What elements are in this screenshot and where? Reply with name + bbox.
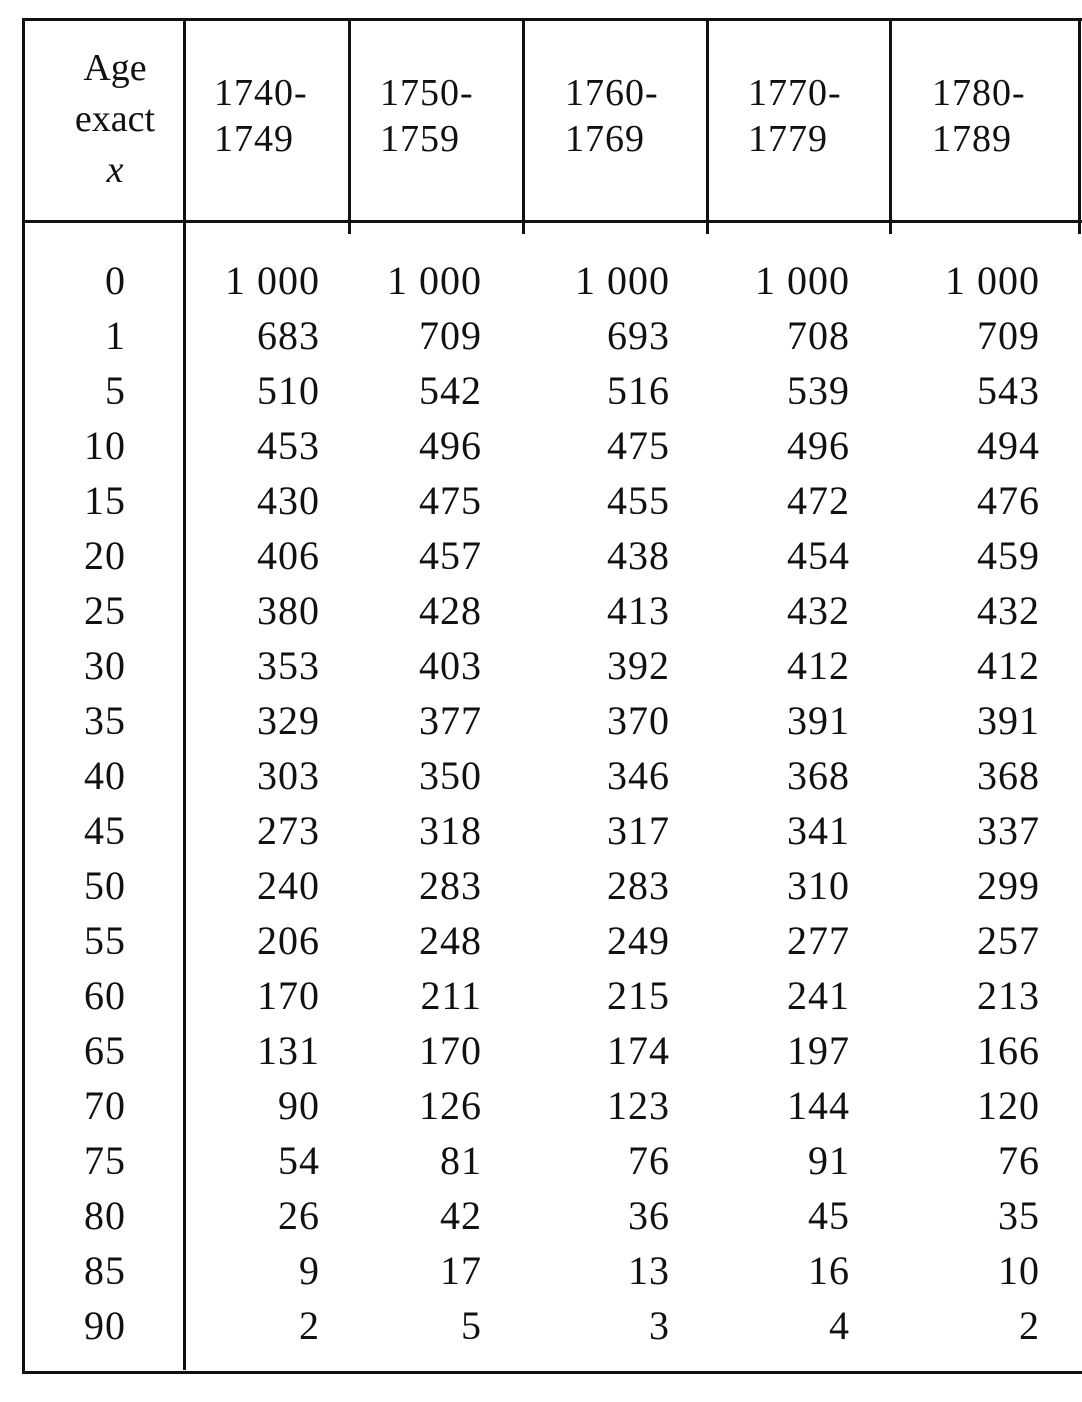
period-header-line2: 1779 bbox=[748, 118, 828, 160]
survivors-cell: 412 bbox=[977, 643, 1040, 688]
survivors-cell: 475 bbox=[419, 478, 482, 523]
survivors-cell: 213 bbox=[977, 973, 1040, 1018]
survivors-cell: 453 bbox=[257, 423, 320, 468]
survivors-cell: 166 bbox=[977, 1028, 1040, 1073]
survivors-cell: 1 000 bbox=[387, 258, 482, 303]
survivors-cell: 413 bbox=[607, 588, 670, 633]
survivors-cell: 475 bbox=[607, 423, 670, 468]
table-row bbox=[0, 363, 1082, 418]
survivors-cell: 1 000 bbox=[225, 258, 320, 303]
survivors-cell: 459 bbox=[977, 533, 1040, 578]
survivors-cell: 1 000 bbox=[755, 258, 850, 303]
survivors-cell: 35 bbox=[998, 1193, 1040, 1238]
table-row bbox=[0, 693, 1082, 748]
table-row bbox=[0, 968, 1082, 1023]
survivors-cell: 432 bbox=[977, 588, 1040, 633]
survivors-cell: 380 bbox=[257, 588, 320, 633]
table-row bbox=[0, 1243, 1082, 1298]
survivors-cell: 1 000 bbox=[575, 258, 670, 303]
age-cell: 40 bbox=[84, 753, 126, 798]
table-row bbox=[0, 308, 1082, 363]
survivors-cell: 391 bbox=[977, 698, 1040, 743]
survivors-cell: 9 bbox=[299, 1248, 320, 1293]
age-cell: 75 bbox=[84, 1138, 126, 1183]
survivors-cell: 42 bbox=[440, 1193, 482, 1238]
survivors-cell: 283 bbox=[419, 863, 482, 908]
survivors-cell: 496 bbox=[419, 423, 482, 468]
survivors-cell: 45 bbox=[808, 1193, 850, 1238]
age-cell: 5 bbox=[105, 368, 126, 413]
survivors-cell: 543 bbox=[977, 368, 1040, 413]
age-cell: 35 bbox=[84, 698, 126, 743]
period-header-1770 bbox=[748, 70, 842, 162]
survivors-cell: 206 bbox=[257, 918, 320, 963]
table-row bbox=[0, 473, 1082, 528]
survivors-cell: 430 bbox=[257, 478, 320, 523]
survivors-cell: 346 bbox=[607, 753, 670, 798]
survivors-cell: 36 bbox=[628, 1193, 670, 1238]
survivors-cell: 90 bbox=[278, 1083, 320, 1128]
survivors-cell: 337 bbox=[977, 808, 1040, 853]
table-row bbox=[0, 1188, 1082, 1243]
survivors-cell: 170 bbox=[419, 1028, 482, 1073]
age-cell: 90 bbox=[84, 1303, 126, 1348]
survivors-cell: 406 bbox=[257, 533, 320, 578]
age-cell: 65 bbox=[84, 1028, 126, 1073]
period-header-1750 bbox=[380, 70, 474, 162]
survivors-cell: 10 bbox=[998, 1248, 1040, 1293]
survivors-cell: 370 bbox=[607, 698, 670, 743]
column-rule bbox=[706, 18, 709, 234]
survivors-cell: 683 bbox=[257, 313, 320, 358]
survivors-cell: 17 bbox=[440, 1248, 482, 1293]
survivors-cell: 392 bbox=[607, 643, 670, 688]
column-rule bbox=[522, 18, 525, 234]
survivors-cell: 170 bbox=[257, 973, 320, 1018]
survivors-cell: 123 bbox=[607, 1083, 670, 1128]
period-header-line2: 1749 bbox=[214, 118, 294, 160]
survivors-cell: 516 bbox=[607, 368, 670, 413]
survivors-cell: 5 bbox=[461, 1303, 482, 1348]
period-header-line2: 1789 bbox=[932, 118, 1012, 160]
survivors-cell: 131 bbox=[257, 1028, 320, 1073]
survivors-cell: 391 bbox=[787, 698, 850, 743]
survivors-cell: 257 bbox=[977, 918, 1040, 963]
survivors-cell: 412 bbox=[787, 643, 850, 688]
survivors-cell: 403 bbox=[419, 643, 482, 688]
age-header-line3: x bbox=[106, 149, 124, 191]
age-cell: 10 bbox=[84, 423, 126, 468]
age-cell: 60 bbox=[84, 973, 126, 1018]
survivors-cell: 432 bbox=[787, 588, 850, 633]
survivors-cell: 368 bbox=[977, 753, 1040, 798]
survivors-cell: 174 bbox=[607, 1028, 670, 1073]
table-row bbox=[0, 913, 1082, 968]
survivors-cell: 76 bbox=[998, 1138, 1040, 1183]
period-header-1760 bbox=[565, 70, 659, 162]
survivors-cell: 2 bbox=[299, 1303, 320, 1348]
survivors-cell: 91 bbox=[808, 1138, 850, 1183]
age-cell: 55 bbox=[84, 918, 126, 963]
table-row bbox=[0, 583, 1082, 638]
survivors-cell: 454 bbox=[787, 533, 850, 578]
survivors-cell: 472 bbox=[787, 478, 850, 523]
table-row bbox=[0, 418, 1082, 473]
survivors-cell: 277 bbox=[787, 918, 850, 963]
survivors-cell: 318 bbox=[419, 808, 482, 853]
age-cell: 70 bbox=[84, 1083, 126, 1128]
table-row bbox=[0, 528, 1082, 583]
survivors-cell: 76 bbox=[628, 1138, 670, 1183]
survivors-cell: 455 bbox=[607, 478, 670, 523]
survivors-cell: 709 bbox=[977, 313, 1040, 358]
age-column-header bbox=[60, 40, 170, 198]
survivors-cell: 3 bbox=[649, 1303, 670, 1348]
age-cell: 25 bbox=[84, 588, 126, 633]
survivors-cell: 211 bbox=[420, 973, 482, 1018]
survivors-cell: 428 bbox=[419, 588, 482, 633]
survivors-cell: 341 bbox=[787, 808, 850, 853]
survivors-cell: 54 bbox=[278, 1138, 320, 1183]
survivors-cell: 539 bbox=[787, 368, 850, 413]
period-header-line1: 1750- bbox=[380, 72, 474, 114]
period-header-1740 bbox=[214, 70, 308, 162]
age-header-line2: exact bbox=[74, 98, 156, 140]
survivors-cell: 299 bbox=[977, 863, 1040, 908]
survivors-cell: 197 bbox=[787, 1028, 850, 1073]
survivors-cell: 126 bbox=[419, 1083, 482, 1128]
survivors-cell: 16 bbox=[808, 1248, 850, 1293]
age-cell: 45 bbox=[84, 808, 126, 853]
survivors-cell: 240 bbox=[257, 863, 320, 908]
survivors-cell: 215 bbox=[607, 973, 670, 1018]
survivors-cell: 241 bbox=[787, 973, 850, 1018]
table-row bbox=[0, 1298, 1082, 1353]
survivors-cell: 476 bbox=[977, 478, 1040, 523]
age-cell: 30 bbox=[84, 643, 126, 688]
table-row bbox=[0, 253, 1082, 308]
survivors-cell: 438 bbox=[607, 533, 670, 578]
survivors-cell: 350 bbox=[419, 753, 482, 798]
survivors-cell: 494 bbox=[977, 423, 1040, 468]
survivors-cell: 273 bbox=[257, 808, 320, 853]
survivors-cell: 317 bbox=[607, 808, 670, 853]
survivors-cell: 26 bbox=[278, 1193, 320, 1238]
period-header-line2: 1769 bbox=[565, 118, 645, 160]
age-cell: 0 bbox=[105, 258, 126, 303]
age-header-line1: Age bbox=[83, 47, 147, 89]
survivors-cell: 377 bbox=[419, 698, 482, 743]
header-divider bbox=[22, 220, 1082, 223]
survivors-cell: 4 bbox=[829, 1303, 850, 1348]
survivors-cell: 693 bbox=[607, 313, 670, 358]
survivors-cell: 708 bbox=[787, 313, 850, 358]
period-header-line1: 1770- bbox=[748, 72, 842, 114]
age-cell: 80 bbox=[84, 1193, 126, 1238]
column-rule bbox=[1078, 18, 1081, 234]
survivors-cell: 353 bbox=[257, 643, 320, 688]
column-rule bbox=[889, 18, 892, 234]
survivors-cell: 283 bbox=[607, 863, 670, 908]
period-header-line1: 1740- bbox=[214, 72, 308, 114]
table-row bbox=[0, 638, 1082, 693]
column-rule bbox=[348, 18, 351, 234]
survivors-cell: 249 bbox=[607, 918, 670, 963]
survivors-cell: 2 bbox=[1019, 1303, 1040, 1348]
survivors-cell: 1 000 bbox=[945, 258, 1040, 303]
table-row bbox=[0, 803, 1082, 858]
age-cell: 15 bbox=[84, 478, 126, 523]
survivors-cell: 709 bbox=[419, 313, 482, 358]
table-row bbox=[0, 1133, 1082, 1188]
age-cell: 85 bbox=[84, 1248, 126, 1293]
period-header-line1: 1760- bbox=[565, 72, 659, 114]
survivors-cell: 542 bbox=[419, 368, 482, 413]
survivors-cell: 13 bbox=[628, 1248, 670, 1293]
age-cell: 20 bbox=[84, 533, 126, 578]
survivors-cell: 496 bbox=[787, 423, 850, 468]
survivors-cell: 310 bbox=[787, 863, 850, 908]
table-row bbox=[0, 1078, 1082, 1133]
period-header-line2: 1759 bbox=[380, 118, 460, 160]
survivors-cell: 248 bbox=[419, 918, 482, 963]
survivors-cell: 368 bbox=[787, 753, 850, 798]
survivors-cell: 510 bbox=[257, 368, 320, 413]
table-row bbox=[0, 748, 1082, 803]
age-cell: 1 bbox=[105, 313, 126, 358]
survivors-cell: 457 bbox=[419, 533, 482, 578]
survivors-cell: 81 bbox=[440, 1138, 482, 1183]
survivors-cell: 144 bbox=[787, 1083, 850, 1128]
period-header-line1: 1780- bbox=[932, 72, 1026, 114]
age-cell: 50 bbox=[84, 863, 126, 908]
table-row bbox=[0, 1023, 1082, 1078]
period-header-1780 bbox=[932, 70, 1026, 162]
table-row bbox=[0, 858, 1082, 913]
survivors-cell: 329 bbox=[257, 698, 320, 743]
survivors-cell: 303 bbox=[257, 753, 320, 798]
survivors-cell: 120 bbox=[977, 1083, 1040, 1128]
